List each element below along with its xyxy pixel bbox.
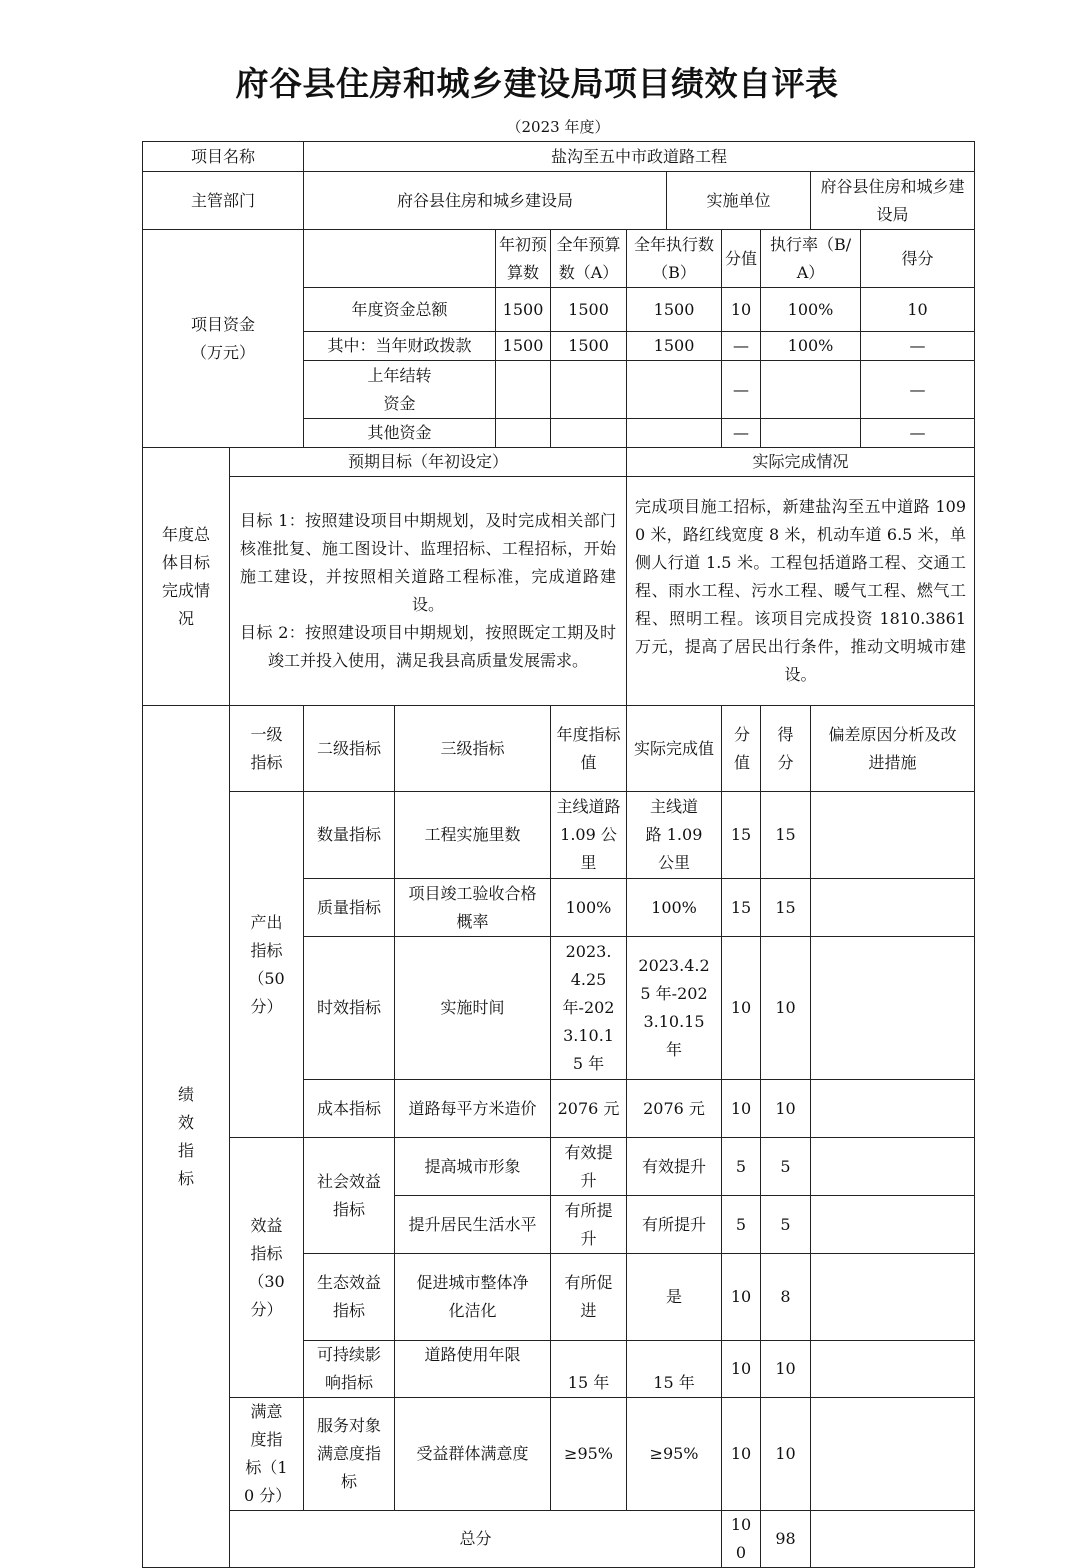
level2-cell: 可持续影响指标	[304, 1341, 395, 1398]
weight-cell: 10	[722, 1341, 761, 1398]
actual-cell: 100%	[627, 879, 722, 937]
weight-cell: 5	[722, 1138, 761, 1196]
funds-initial: 1500	[496, 288, 551, 332]
funds-header-weight: 分值	[722, 230, 761, 288]
reason-cell	[811, 1398, 975, 1511]
goal-1: 目标 1：按照建设项目中期规划，及时完成相关部门核准批复、施工图设计、监理招标、工程招标，开始施工建设，并按照相关道路工程标准，完成道路建设。	[240, 511, 617, 614]
funds-row-label: 其中：当年财政拨款	[304, 332, 496, 361]
weight-header: 分值	[722, 706, 761, 792]
score-cell: 10	[761, 1341, 811, 1398]
funds-weight: —	[722, 419, 761, 448]
funds-annual	[551, 361, 627, 419]
department-label: 主管部门	[143, 172, 304, 230]
actual-completion-header: 实际完成情况	[627, 448, 975, 477]
reason-cell	[811, 1341, 975, 1398]
total-row	[143, 1511, 975, 1568]
indicator-row	[143, 1138, 975, 1196]
self-evaluation-table	[142, 141, 975, 1568]
actual-cell: 是	[627, 1254, 722, 1341]
target-cell: 有所提升	[551, 1196, 627, 1254]
funds-header-rate: 执行率（B/A）	[761, 230, 861, 288]
score-cell: 10	[761, 1080, 811, 1138]
total-reason	[811, 1511, 975, 1568]
reason-cell	[811, 1196, 975, 1254]
score-cell: 8	[761, 1254, 811, 1341]
project-name-value: 盐沟至五中市政道路工程	[304, 142, 975, 172]
level3-cell: 工程实施里数	[395, 792, 551, 879]
funds-row-label: 其他资金	[304, 419, 496, 448]
funds-rate: 100%	[761, 288, 861, 332]
funds-initial	[496, 419, 551, 448]
total-weight: 100	[722, 1511, 761, 1568]
level3-cell: 道路使用年限	[395, 1341, 551, 1398]
goals-header-row	[143, 448, 975, 477]
expected-goal-header: 预期目标（年初设定）	[230, 448, 627, 477]
expected-goals	[230, 477, 627, 706]
goals-content-row	[143, 477, 975, 706]
funds-header-row	[143, 230, 975, 288]
project-name-row	[143, 142, 975, 172]
weight-cell: 10	[722, 1080, 761, 1138]
actual-cell: 有所提升	[627, 1196, 722, 1254]
reason-cell	[811, 879, 975, 937]
level3-cell: 提升居民生活水平	[395, 1196, 551, 1254]
target-cell: 15 年	[551, 1341, 627, 1398]
funds-weight: —	[722, 332, 761, 361]
weight-cell: 10	[722, 1398, 761, 1511]
target-cell: 100%	[551, 879, 627, 937]
funds-initial: 1500	[496, 332, 551, 361]
department-row	[143, 172, 975, 230]
level2-cell: 成本指标	[304, 1080, 395, 1138]
reason-cell	[811, 937, 975, 1080]
funds-score: 10	[861, 288, 975, 332]
level2-cell: 数量指标	[304, 792, 395, 879]
funds-header-executed: 全年执行数（B）	[627, 230, 722, 288]
funds-annual: 1500	[551, 288, 627, 332]
weight-cell: 5	[722, 1196, 761, 1254]
funds-row-label: 上年结转资金	[304, 361, 496, 419]
implementing-unit-label: 实施单位	[667, 172, 811, 230]
total-label: 总分	[230, 1511, 722, 1568]
level3-cell: 促进城市整体净化洁化	[395, 1254, 551, 1341]
benefit-indicator-label: 效益指标（30 分）	[230, 1138, 304, 1398]
funds-rate	[761, 361, 861, 419]
target-cell: 2023.4.25 年-2023.10.15 年	[551, 937, 627, 1080]
actual-cell: 2023.4.25 年-2023.10.15 年	[627, 937, 722, 1080]
funds-rate: 100%	[761, 332, 861, 361]
actual-cell: 有效提升	[627, 1138, 722, 1196]
funds-executed	[627, 419, 722, 448]
reason-cell	[811, 1254, 975, 1341]
page-title: 府谷县住房和城乡建设局项目绩效自评表	[235, 64, 839, 103]
funds-score: —	[861, 419, 975, 448]
level2-cell: 社会效益指标	[304, 1138, 395, 1254]
level3-cell: 道路每平方米造价	[395, 1080, 551, 1138]
funds-weight: —	[722, 361, 761, 419]
reason-header: 偏差原因分析及改进措施	[811, 706, 975, 792]
score-cell: 10	[761, 937, 811, 1080]
project-name-label: 项目名称	[143, 142, 304, 172]
target-cell: 主线道路 1.09 公里	[551, 792, 627, 879]
actual-cell: 15 年	[627, 1341, 722, 1398]
score-cell: 10	[761, 1398, 811, 1511]
funds-header-annual: 全年预算数（A）	[551, 230, 627, 288]
actual-cell: 主线道路 1.09 公里	[627, 792, 722, 879]
funds-weight: 10	[722, 288, 761, 332]
funds-label: 项目资金 （万元）	[143, 230, 304, 448]
funds-annual: 1500	[551, 332, 627, 361]
output-indicator-label: 产出指标（50 分）	[230, 792, 304, 1138]
level3-cell: 受益群体满意度	[395, 1398, 551, 1511]
funds-header-initial: 年初预算数	[496, 230, 551, 288]
weight-cell: 10	[722, 1254, 761, 1341]
target-cell: ≥95%	[551, 1398, 627, 1511]
weight-cell: 15	[722, 879, 761, 937]
reason-cell	[811, 1080, 975, 1138]
funds-score: —	[861, 361, 975, 419]
level3-cell: 项目竣工验收合格概率	[395, 879, 551, 937]
department-value: 府谷县住房和城乡建设局	[304, 172, 667, 230]
goals-label: 年度总体目标完成情况	[143, 448, 230, 706]
indicator-row	[143, 1398, 975, 1511]
level2-cell: 服务对象满意度指标	[304, 1398, 395, 1511]
funds-executed: 1500	[627, 332, 722, 361]
funds-row-label: 年度资金总额	[304, 288, 496, 332]
funds-header-score: 得分	[861, 230, 975, 288]
score-cell: 15	[761, 792, 811, 879]
level2-cell: 生态效益指标	[304, 1254, 395, 1341]
reason-cell	[811, 792, 975, 879]
actual-cell: ≥95%	[627, 1398, 722, 1511]
weight-cell: 10	[722, 937, 761, 1080]
score-cell: 5	[761, 1138, 811, 1196]
score-cell: 5	[761, 1196, 811, 1254]
fiscal-year: （2023 年度）	[506, 118, 610, 136]
actual-completion: 完成项目施工招标，新建盐沟至五中道路 1090 米，路红线宽度 8 米，机动车道 6.5 米，单侧人行道 1.5 米。工程包括道路工程、交通工程、雨水工程、污水工程、暖气工程、燃气工程、照明工程。该项目完成投资 1810.3861 万元，提高了居民出行条件，推动文明城市建设。	[627, 477, 975, 706]
score-header: 得分	[761, 706, 811, 792]
implementing-unit-value: 府谷县住房和城乡建设局	[811, 172, 975, 230]
level3-cell: 提高城市形象	[395, 1138, 551, 1196]
funds-score: —	[861, 332, 975, 361]
funds-executed: 1500	[627, 288, 722, 332]
level2-cell: 时效指标	[304, 937, 395, 1080]
actual-header: 实际完成值	[627, 706, 722, 792]
funds-executed	[627, 361, 722, 419]
level2-header: 二级指标	[304, 706, 395, 792]
funds-rate	[761, 419, 861, 448]
satisfaction-indicator-label: 满意度指标（10 分）	[230, 1398, 304, 1511]
weight-cell: 15	[722, 792, 761, 879]
target-cell: 有效提升	[551, 1138, 627, 1196]
level1-header: 一级指标	[230, 706, 304, 792]
target-header: 年度指标值	[551, 706, 627, 792]
level3-cell: 实施时间	[395, 937, 551, 1080]
actual-cell: 2076 元	[627, 1080, 722, 1138]
level2-cell: 质量指标	[304, 879, 395, 937]
target-cell: 有所促进	[551, 1254, 627, 1341]
funds-annual	[551, 419, 627, 448]
funds-header-blank	[304, 230, 496, 288]
reason-cell	[811, 1138, 975, 1196]
target-cell: 2076 元	[551, 1080, 627, 1138]
total-score: 98	[761, 1511, 811, 1568]
level3-header: 三级指标	[395, 706, 551, 792]
indicator-row	[143, 792, 975, 879]
score-cell: 15	[761, 879, 811, 937]
indicators-label: 绩效指标	[143, 706, 230, 1568]
indicator-header-row	[143, 706, 975, 792]
goal-2: 目标 2：按照建设项目中期规划，按照既定工期及时竣工并投入使用，满足我县高质量发展需求。	[240, 623, 617, 670]
funds-initial	[496, 361, 551, 419]
